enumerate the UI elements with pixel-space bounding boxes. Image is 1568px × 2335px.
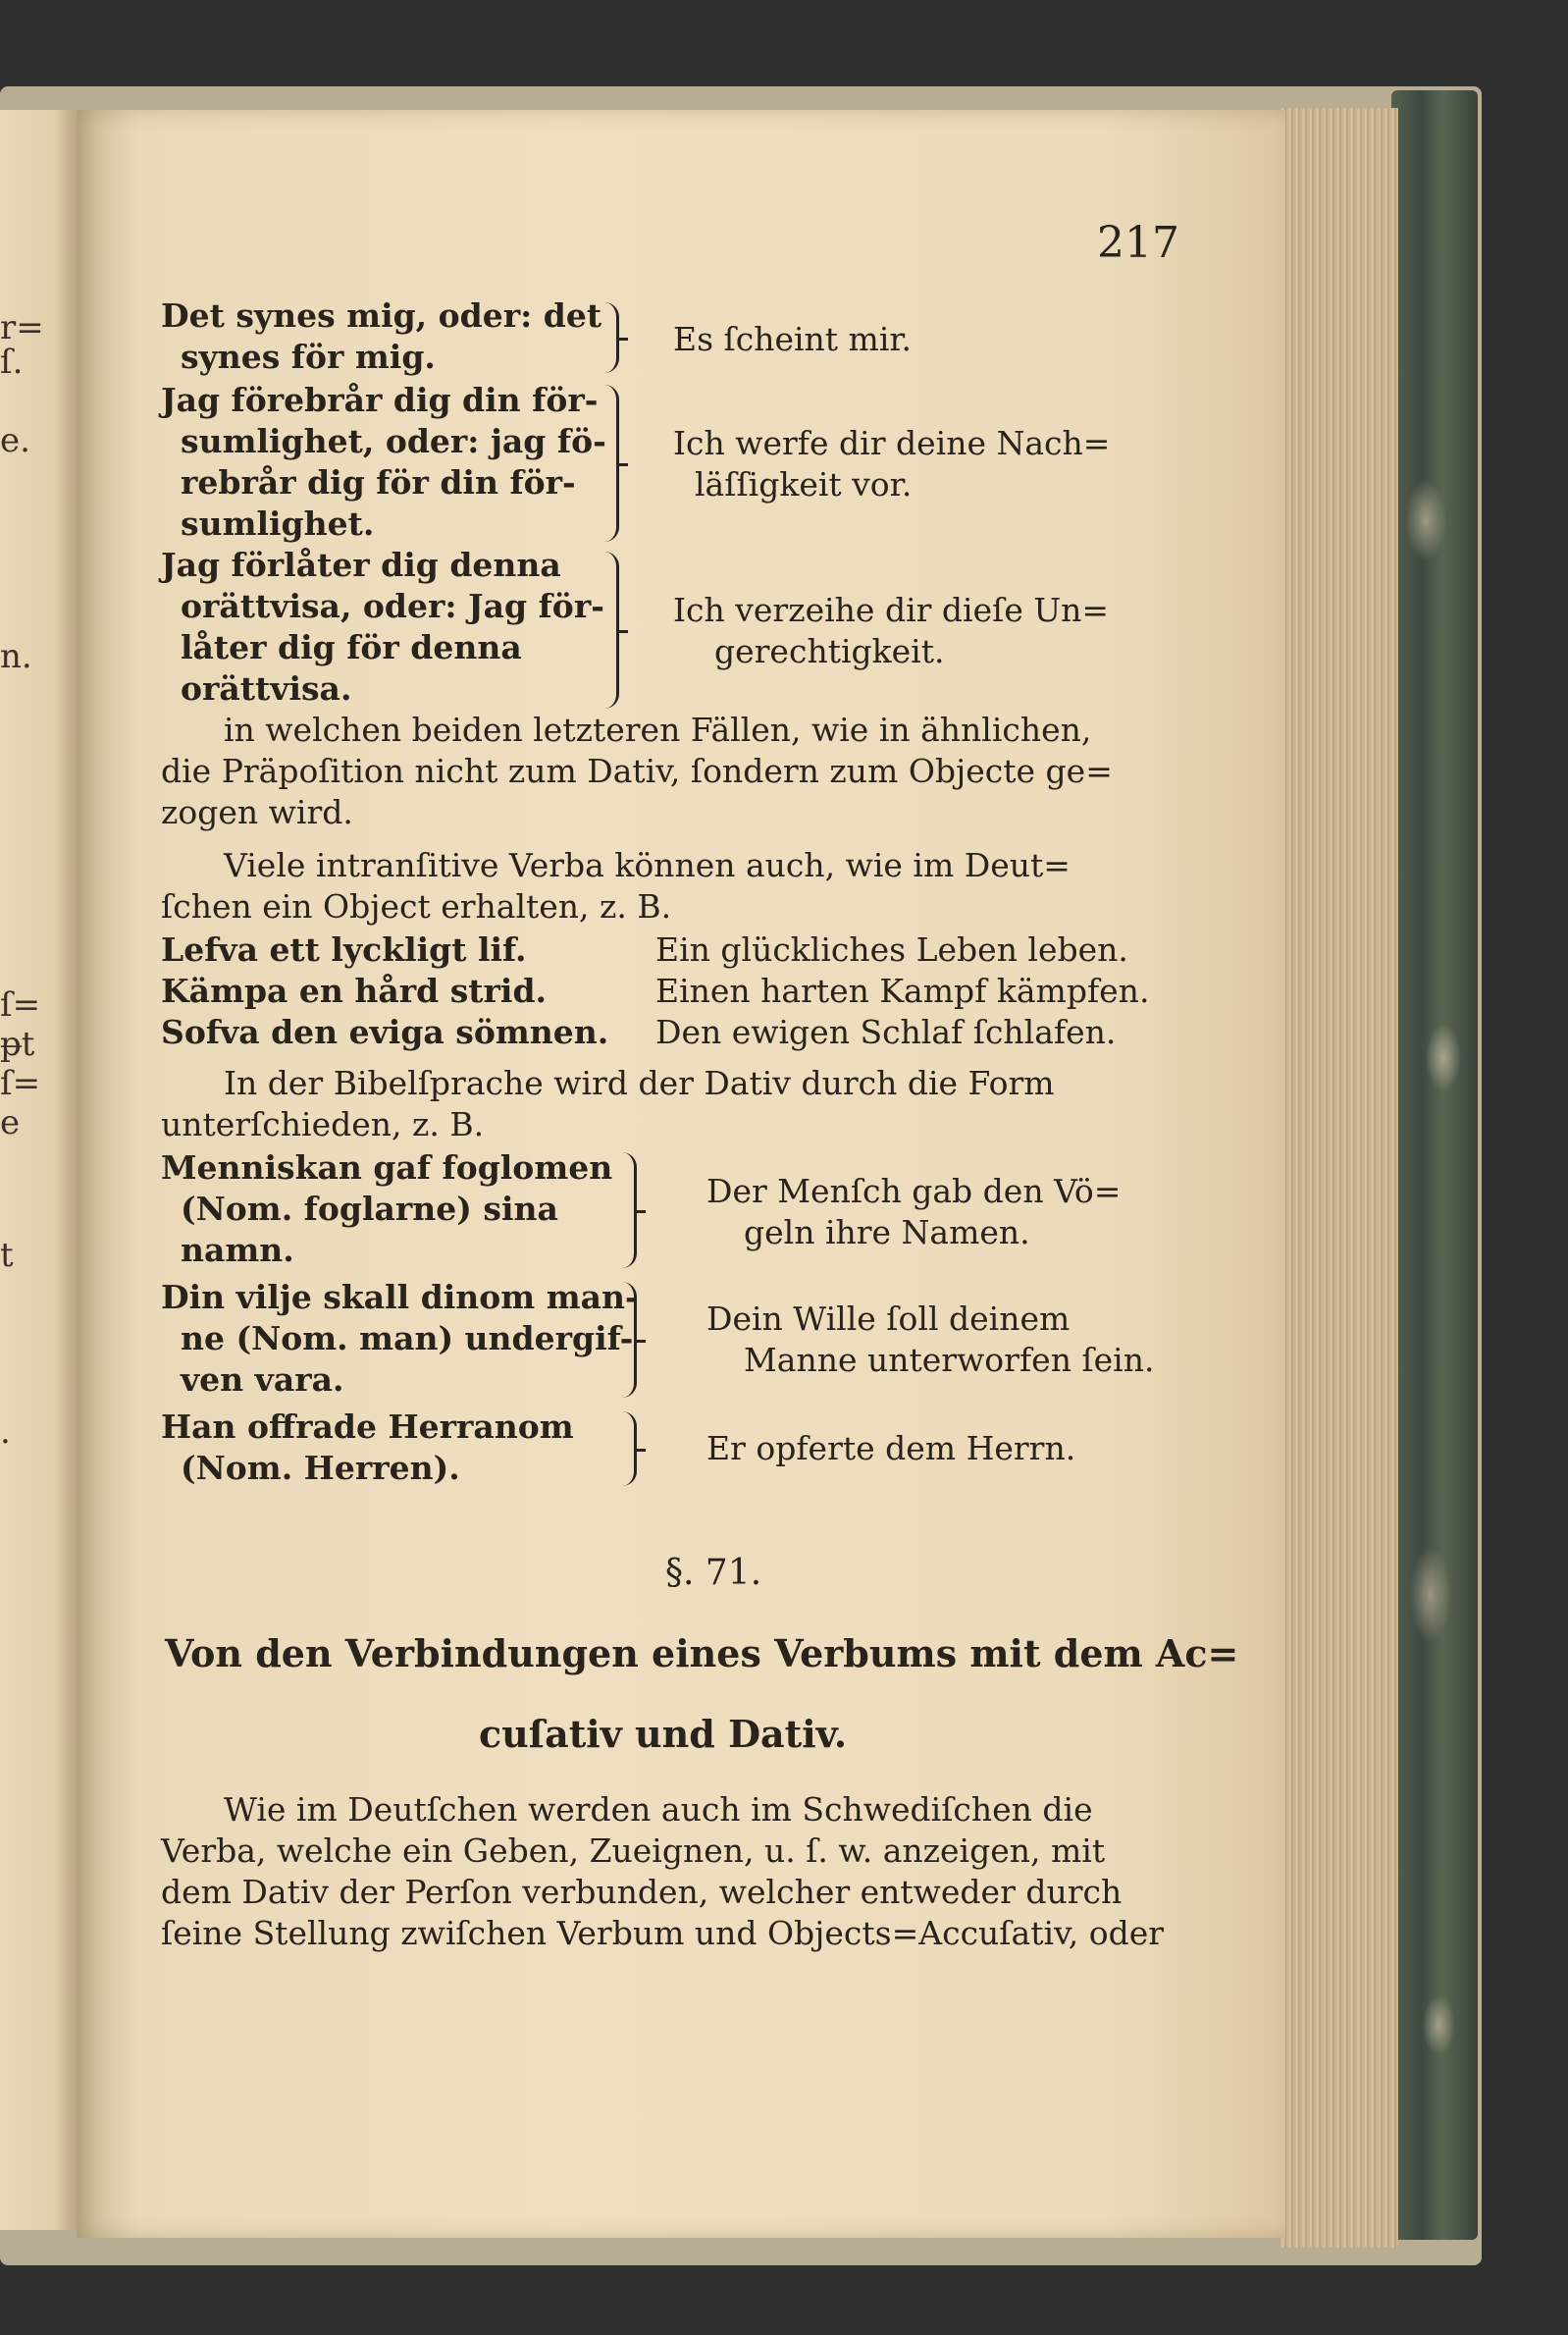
left-facing-page	[0, 110, 77, 2230]
swedish-line: (Nom. foglarne) sina	[181, 1190, 558, 1228]
swedish-line: (Nom. Herren).	[181, 1449, 460, 1487]
paragraph-line: In der Bibelſprache wird der Dativ durch die Form	[224, 1064, 1055, 1102]
brace	[604, 385, 619, 542]
german-line: geln ihre Namen.	[744, 1213, 1030, 1251]
paragraph-line: dem Dativ der Perſon verbunden, welcher entweder durch	[161, 1873, 1123, 1911]
left-fragment: ſ=	[0, 985, 41, 1025]
swedish-line: Jag förebrår dig din för-	[161, 381, 599, 419]
marbled-cover-edge	[1391, 90, 1478, 2240]
section-heading: Von den Verbindungen eines Verbums mit dem Ac=	[165, 1631, 1239, 1675]
swedish-line: sumlighet.	[181, 504, 375, 543]
brace	[622, 1152, 637, 1268]
swedish-line: synes för mig.	[181, 338, 436, 376]
swedish-line: låter dig för denna	[181, 628, 522, 666]
left-fragment: e.	[0, 421, 30, 460]
swedish-line: rebrår dig för din för-	[181, 463, 576, 502]
left-fragment: ſ.	[0, 343, 24, 382]
page-block-edge	[1281, 108, 1398, 2248]
example-swedish: Sofva den eviga sömnen.	[161, 1013, 609, 1051]
swedish-line: Jag förlåter dig denna	[161, 546, 561, 584]
swedish-line: Menniskan gaf foglomen	[161, 1148, 613, 1187]
example-german: Ein glückliches Leben leben.	[655, 930, 1128, 969]
swedish-line: orättvisa, oder: Jag för-	[181, 587, 604, 625]
swedish-line: ne (Nom. man) undergif-	[181, 1319, 634, 1357]
swedish-line: namn.	[181, 1231, 294, 1269]
german-line: Er opferte dem Herrn.	[706, 1429, 1076, 1467]
german-line: Ich verzeihe dir dieſe Un=	[673, 591, 1110, 629]
swedish-line: Det synes mig, oder: det	[161, 296, 602, 335]
left-fragment: t	[0, 1236, 14, 1275]
swedish-line: sumlighet, oder: jag fö-	[181, 422, 606, 460]
left-fragment: ᵽt	[0, 1025, 35, 1064]
section-number: §. 71.	[665, 1553, 762, 1593]
swedish-line: ven vara.	[181, 1360, 344, 1399]
paragraph-line: Verba, welche ein Geben, Zueignen, u. ſ. w. anzeigen, mit	[161, 1831, 1106, 1870]
left-fragment: ſ=	[0, 1064, 41, 1103]
page-number: 217	[1097, 218, 1179, 268]
left-fragment: n.	[0, 637, 32, 676]
german-line: Manne unterworfen ſein.	[744, 1341, 1155, 1379]
paragraph-line: zogen wird.	[161, 793, 353, 831]
german-line: Ich werfe dir deine Nach=	[673, 424, 1111, 462]
example-swedish: Kämpa en hård strid.	[161, 972, 548, 1010]
left-fragment: e	[0, 1103, 21, 1142]
paragraph-line: ſchen ein Object erhalten, z. B.	[161, 887, 672, 926]
german-line: gerechtigkeit.	[714, 632, 945, 670]
paragraph-line: unterſchieden, z. B.	[161, 1105, 485, 1143]
paragraph-line: in welchen beiden letzteren Fällen, wie in ähnlichen,	[224, 711, 1092, 749]
example-german: Einen harten Kampf kämpfen.	[655, 972, 1150, 1010]
example-german: Den ewigen Schlaf ſchlafen.	[655, 1013, 1117, 1051]
german-line: Es ſcheint mir.	[673, 320, 913, 358]
book-page	[77, 110, 1285, 2238]
swedish-line: orättvisa.	[181, 669, 352, 708]
german-line: läſſigkeit vor.	[695, 465, 913, 504]
section-heading: cuſativ und Dativ.	[479, 1712, 848, 1756]
paragraph-line: ſeine Stellung zwiſchen Verbum und Objects=Accuſativ, oder	[161, 1914, 1165, 1952]
brace	[604, 552, 619, 709]
paragraph-line: die Präpoſition nicht zum Dativ, ſondern zum Objecte ge=	[161, 752, 1113, 790]
brace	[604, 302, 619, 373]
german-line: Der Menſch gab den Vö=	[706, 1172, 1122, 1210]
brace	[622, 1282, 637, 1398]
left-fragment: r=	[0, 308, 44, 347]
left-fragment: .	[0, 1412, 11, 1452]
example-swedish: Lefva ett lyckligt lif.	[161, 930, 527, 969]
paragraph-line: Wie im Deutſchen werden auch im Schwediſchen die	[224, 1790, 1093, 1829]
swedish-line: Din vilje skall dinom man-	[161, 1278, 639, 1316]
brace	[622, 1411, 637, 1486]
german-line: Dein Wille ſoll deinem	[706, 1300, 1071, 1338]
paragraph-line: Viele intranſitive Verba können auch, wie im Deut=	[224, 846, 1071, 884]
swedish-line: Han offrade Herranom	[161, 1407, 574, 1446]
